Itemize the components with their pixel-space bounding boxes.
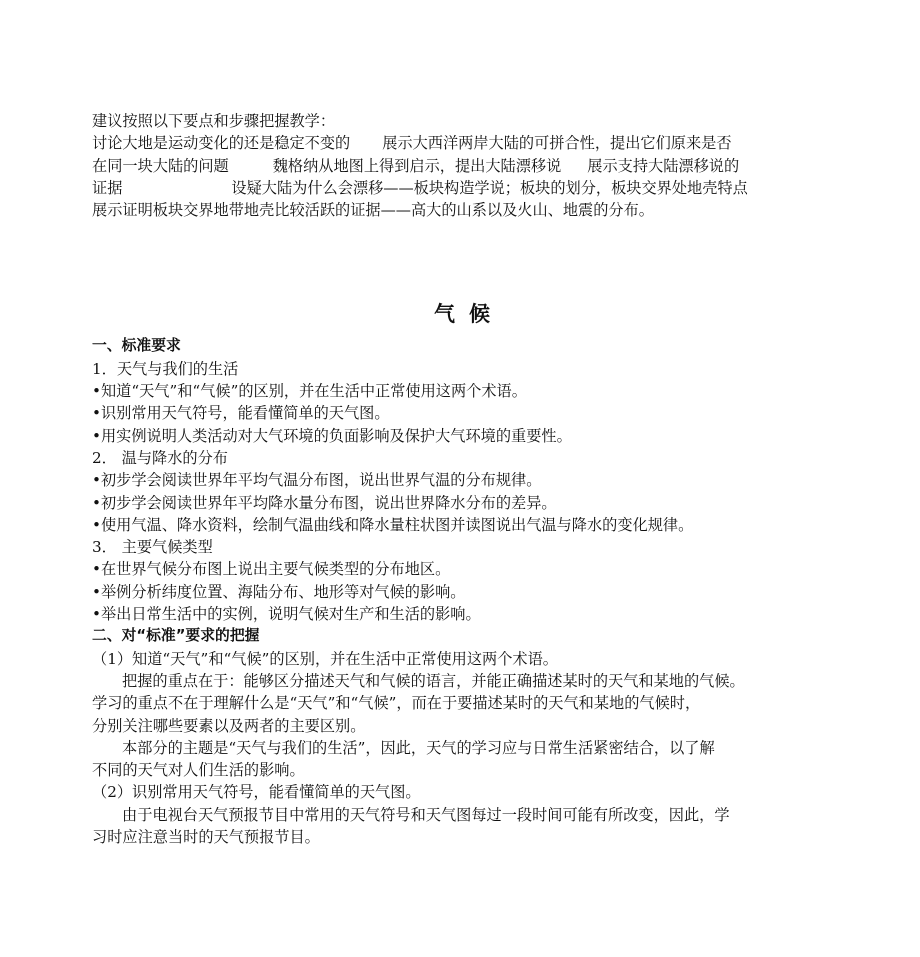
grasp-paragraph-line: 学习的重点不在于理解什么是“天气”和“气候”，而在于要描述某时的天气和某地的气候时， (92, 694, 701, 713)
grasp-paragraph-line: 不同的天气对人们生活的影响。 (92, 761, 305, 780)
intro-text: 设疑大陆为什么会漂移——板块构造学说；板块的划分，板块交界处地壳特点 (231, 178, 748, 197)
grasp-paragraph-line: 本部分的主题是“天气与我们的生活”，因此，天气的学习应与日常生活紧密结合，以了解 (122, 738, 715, 757)
standard-bullet: •举例分析纬度位置、海陆分布、地形等对气候的影响。 (92, 582, 466, 601)
grasp-paragraph-line: 把握的重点在于：能够区分描述天气和气候的语言，并能正确描述某时的天气和某地的气候。 (122, 671, 745, 690)
standard-bullet: •初步学会阅读世界年平均降水量分布图，说出世界降水分布的差异。 (92, 493, 557, 512)
grasp-paragraph-line: 习时应注意当时的天气预报节目。 (92, 828, 320, 847)
standard-subheading: 3． 主要气候类型 (92, 538, 213, 557)
standard-bullet: •初步学会阅读世界年平均气温分布图，说出世界气温的分布规律。 (92, 471, 542, 490)
standard-subheading: 2． 温与降水的分布 (92, 448, 228, 467)
intro-text: 证据 (92, 178, 123, 197)
grasp-paragraph-line: 分别关注哪些要素以及两者的主要区别。 (92, 716, 366, 735)
intro-line-2 (92, 132, 832, 154)
standard-subheading: 1．天气与我们的生活 (92, 359, 239, 378)
standard-bullet: •用实例说明人类活动对大气环境的负面影响及保护大气环境的重要性。 (92, 426, 572, 445)
intro-text: 讨论大地是运动变化的还是稳定不变的 (92, 134, 351, 153)
grasp-heading: 二、对“标准”要求的把握 (92, 627, 260, 645)
intro-line-3 (92, 155, 832, 177)
standard-bullet: •在世界气候分布图上说出主要气候类型的分布地区。 (92, 560, 451, 579)
intro-text: 展示大西洋两岸大陆的可拼合性，提出它们原来是否 (382, 134, 732, 153)
standard-bullet: •知道“天气”和“气候”的区别，并在生活中正常使用这两个术语。 (92, 382, 527, 401)
grasp-item-heading: （1）知道“天气”和“气候”的区别，并在生活中正常使用这两个术语。 (92, 649, 558, 668)
grasp-item-heading: （2）识别常用天气符号，能看懂简单的天气图。 (92, 783, 421, 802)
standard-bullet: •举出日常生活中的实例，说明气候对生产和生活的影响。 (92, 605, 481, 624)
grasp-paragraph-line: 由于电视台天气预报节目中常用的天气符号和天气图每过一段时间可能有所改变，因此，学 (122, 805, 730, 824)
intro-text: 魏格纳从地图上得到启示，提出大陆漂移说 (272, 156, 562, 175)
intro-text: 建议按照以下要点和步骤把握教学： (92, 112, 335, 130)
intro-text: 在同一块大陆的问题 (92, 156, 229, 175)
standard-bullet: •使用气温、降水资料，绘制气温曲线和降水量柱状图并读图说出气温与降水的变化规律。 (92, 515, 694, 534)
standards-heading: 一、标准要求 (92, 337, 181, 355)
intro-text: 展示证明板块交界地带地壳比较活跃的证据——高大的山系以及火山、地震的分布。 (92, 201, 654, 220)
intro-line-5 (92, 199, 832, 221)
intro-line-4 (92, 177, 832, 199)
document-page (92, 110, 832, 848)
standard-bullet: •识别常用天气符号，能看懂简单的天气图。 (92, 404, 390, 423)
section-title: 气候 (434, 301, 504, 327)
intro-text: 展示支持大陆漂移说的 (587, 156, 740, 175)
intro-line-1 (92, 110, 832, 132)
